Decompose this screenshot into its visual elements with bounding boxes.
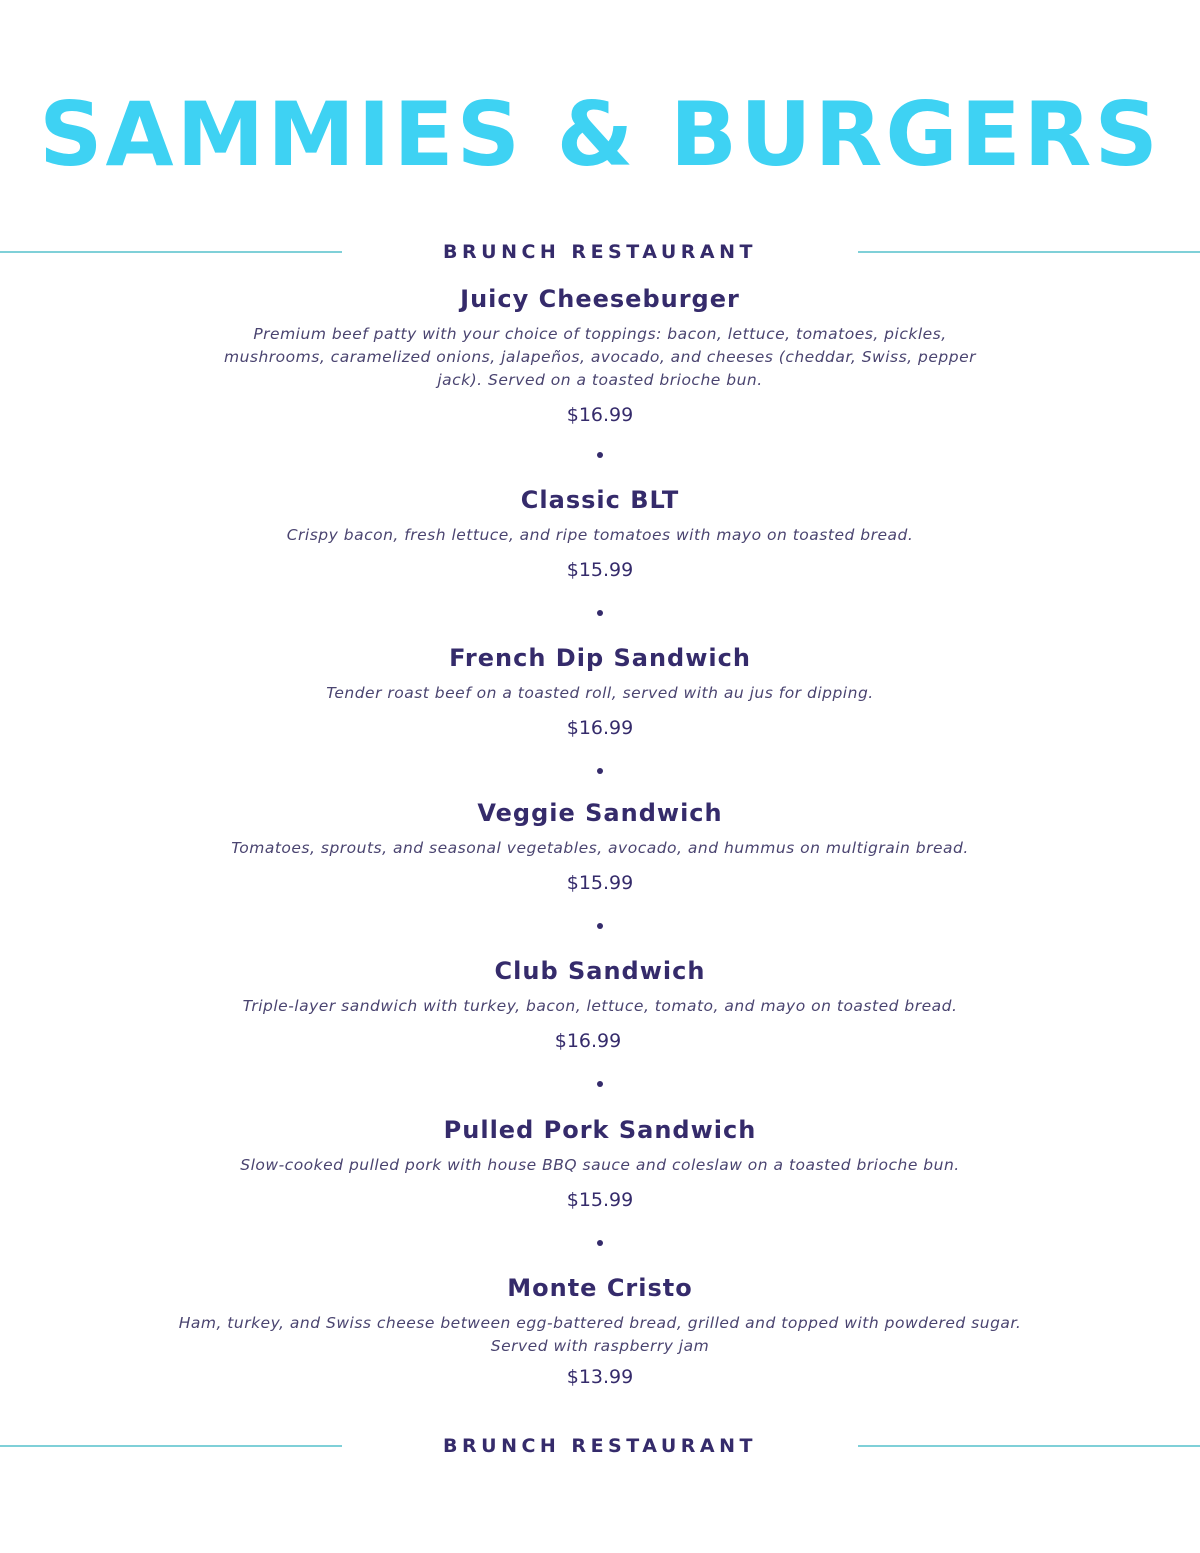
top-divider — [0, 237, 1200, 267]
menu-item — [0, 1114, 1200, 1213]
item-name: Club Sandwich — [494, 957, 706, 985]
item-price: $16.99 — [554, 1030, 622, 1052]
item-description: Crispy bacon, fresh lettuce, and ripe tomatoes with mayo on toasted bread. — [286, 526, 914, 544]
item-price: $16.99 — [566, 404, 634, 426]
item-name: Monte Cristo — [507, 1274, 693, 1302]
separator-dot — [597, 610, 603, 616]
item-name: Pulled Pork Sandwich — [443, 1116, 757, 1144]
item-description: Premium beef patty with your choice of toppings: bacon, lettuce, tomatoes, pickles, mushrooms, caramelized onions, jalapeños, avocado, and cheeses (cheddar, Swiss, pepper jack). Served on a toasted brioche bun. — [223, 325, 976, 389]
item-price: $15.99 — [566, 1189, 634, 1211]
item-price: $15.99 — [566, 559, 634, 581]
item-description: Ham, turkey, and Swiss cheese between egg-battered bread, grilled and topped with powdered sugar. Served with raspberry jam — [178, 1314, 1022, 1355]
divider-line-right — [858, 1445, 1200, 1447]
item-name: French Dip Sandwich — [449, 644, 751, 672]
menu-item — [0, 642, 1200, 741]
menu-item — [0, 955, 1200, 1054]
restaurant-subtitle-top: BRUNCH RESTAURANT — [443, 241, 757, 263]
separator-dot — [597, 1081, 603, 1087]
item-price: $15.99 — [566, 872, 634, 894]
item-name: Veggie Sandwich — [477, 799, 723, 827]
item-name: Juicy Cheeseburger — [460, 285, 740, 313]
menu-item — [0, 283, 1200, 428]
separator-dot — [597, 452, 603, 458]
bottom-divider — [0, 1431, 1200, 1461]
menu-title: SAMMIES & BURGERS — [39, 83, 1161, 186]
restaurant-subtitle-bottom: BRUNCH RESTAURANT — [443, 1435, 757, 1457]
item-description: Tender roast beef on a toasted roll, served with au jus for dipping. — [326, 684, 874, 702]
menu-item — [0, 1272, 1200, 1390]
item-description: Triple-layer sandwich with turkey, bacon, lettuce, tomato, and mayo on toasted bread. — [242, 997, 958, 1015]
item-description: Tomatoes, sprouts, and seasonal vegetables, avocado, and hummus on multigrain bread. — [231, 839, 969, 857]
item-name: Classic BLT — [520, 486, 680, 514]
separator-dot — [597, 923, 603, 929]
menu-item — [0, 484, 1200, 583]
divider-line-right — [858, 251, 1200, 253]
menu-item — [0, 797, 1200, 896]
item-price: $13.99 — [566, 1366, 634, 1388]
separator-dot — [597, 1240, 603, 1246]
item-description: Slow-cooked pulled pork with house BBQ sauce and coleslaw on a toasted brioche bun. — [240, 1156, 960, 1174]
item-price: $16.99 — [566, 717, 634, 739]
separator-dot — [597, 768, 603, 774]
